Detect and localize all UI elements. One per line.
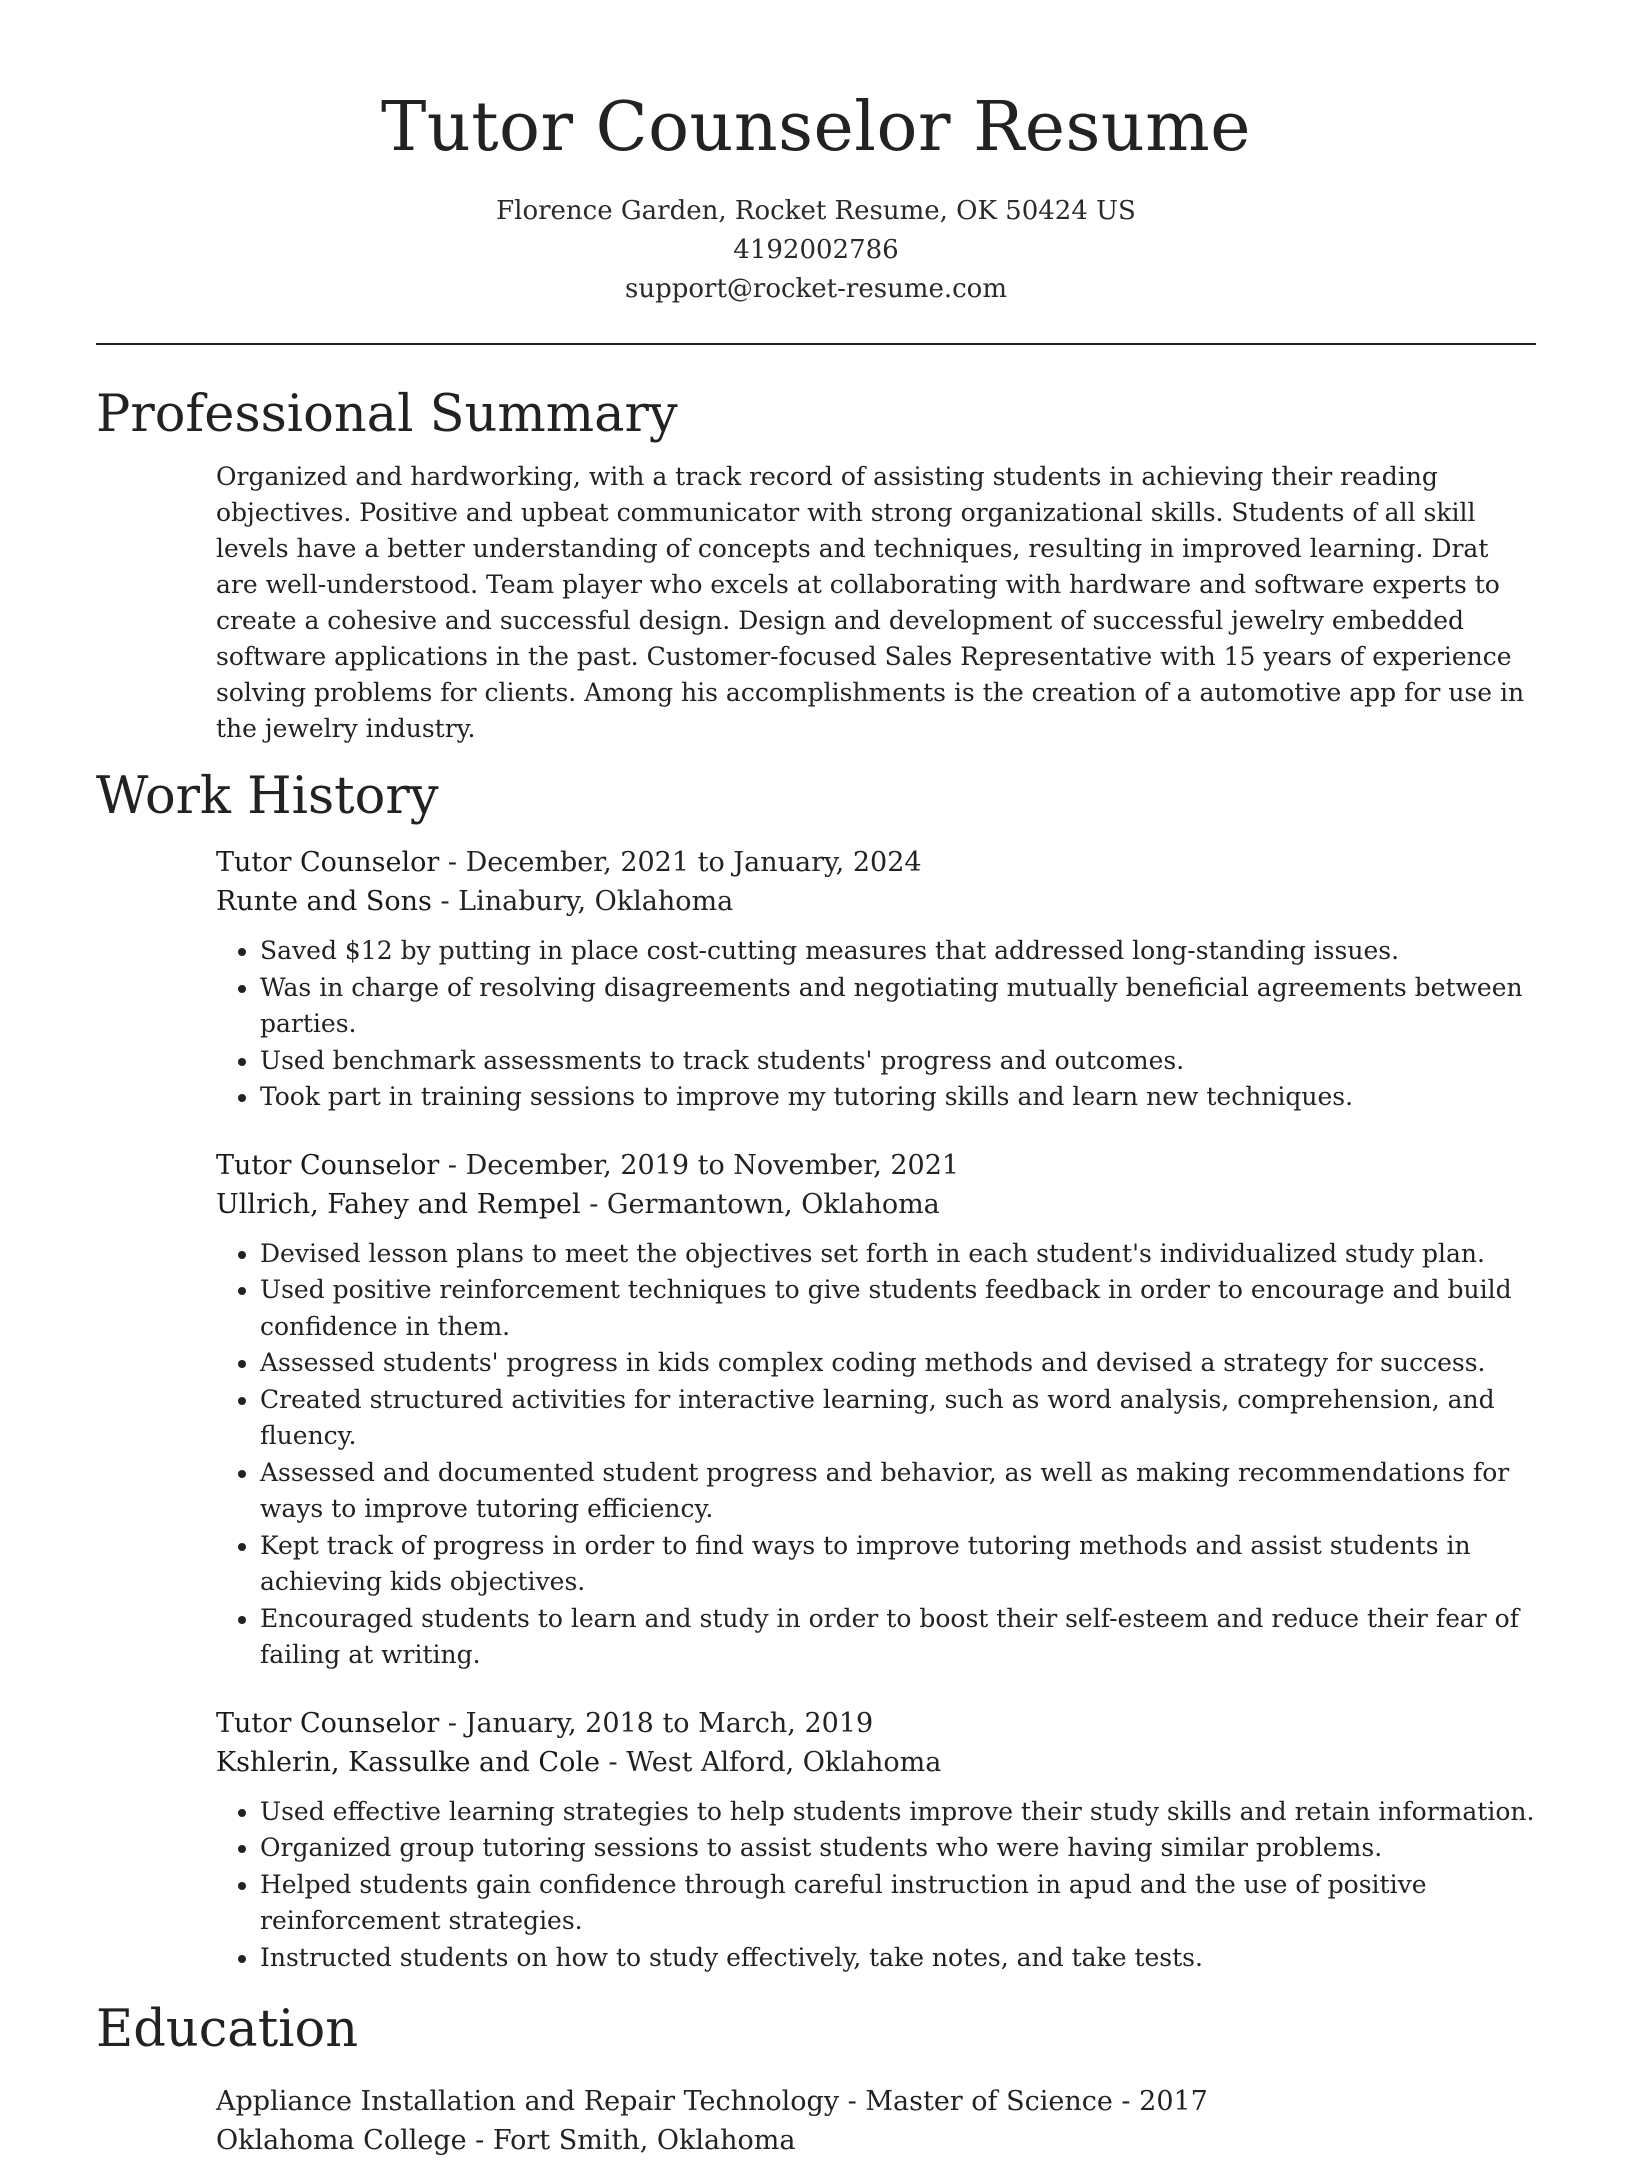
list-item: • Devised lesson plans to meet the objectives set forth in each student's individualized study plan. <box>260 1236 1536 1273</box>
list-item: • Saved $12 by putting in place cost-cutting measures that addressed long-standing issues. <box>260 933 1536 970</box>
job-dates: - December, 2021 to January, 2024 <box>439 847 922 878</box>
job-bullets <box>216 1236 1536 1674</box>
work-history-section <box>96 843 1536 1976</box>
job-entry <box>216 1146 1536 1674</box>
list-item: • Took part in training sessions to improve my tutoring skills and learn new techniques. <box>260 1079 1536 1116</box>
list-item: • Organized group tutoring sessions to assist students who were having similar problems. <box>260 1830 1536 1867</box>
job-entry <box>216 843 1536 1116</box>
job-company-line <box>216 1185 1536 1224</box>
list-item: • Used benchmark assessments to track students' progress and outcomes. <box>260 1043 1536 1080</box>
resume-title: Tutor Counselor Resume <box>381 88 1251 167</box>
job-role: Tutor Counselor <box>216 1149 440 1181</box>
list-item: • Instructed students on how to study effectively, take notes, and take tests. <box>260 1940 1536 1977</box>
list-item: • Assessed and documented student progress and behavior, as well as making recommendations for ways to improve tutoring efficiency. <box>260 1455 1536 1528</box>
job-entry <box>216 1704 1536 1977</box>
job-dates: - January, 2018 to March, 2019 <box>439 1707 874 1739</box>
resume-header <box>96 0 1536 309</box>
job-company: Kshlerin, Kassulke and Cole <box>216 1746 600 1778</box>
job-bullets <box>216 1794 1536 1977</box>
school-location: - Fort Smith, Oklahoma <box>466 2125 796 2156</box>
school-name: Oklahoma College <box>216 2125 467 2156</box>
summary-text: Organized and hardworking, with a track record of assisting students in achieving their reading objectives. Positive and upbeat communicator with strong organizational skills. Students of all skill levels have a better understanding of concepts and techniques, resulting in improved learning. Drat are well-understood. Team player who excels at collaborating with hardware and software experts to create a cohesive and successful design. Design and development of successful jewelry embedded software applications in the past. Customer-focused Sales Representative with 15 years of experience solving problems for clients. Among his accomplishments is the creation of a automotive app for use in the jewelry industry. <box>216 462 1525 743</box>
job-company: Runte and Sons <box>216 886 432 917</box>
job-title-line <box>216 1146 1536 1185</box>
list-item: • Used positive reinforcement techniques to give students feedback in order to encourage and build confidence in them. <box>260 1272 1536 1345</box>
school-line <box>216 2121 1536 2160</box>
job-location: - Germantown, Oklahoma <box>580 1188 940 1220</box>
address: Florence Garden, Rocket Resume, OK 50424 US <box>496 196 1136 226</box>
list-item: • Kept track of progress in order to find ways to improve tutoring methods and assist students in achieving kids objectives. <box>260 1528 1536 1601</box>
phone: 4192002786 <box>733 235 899 265</box>
summary-section <box>96 459 1536 747</box>
job-company: Ullrich, Fahey and Rempel <box>216 1188 581 1220</box>
list-item: • Was in charge of resolving disagreements and negotiating mutually beneficial agreements between parties. <box>260 970 1536 1043</box>
email: support@rocket-resume.com <box>624 274 1007 304</box>
summary-heading: Professional Summary <box>96 385 678 444</box>
job-company-line <box>216 882 1536 921</box>
degree-line <box>216 2082 1536 2121</box>
degree-details: - Master of Science - 2017 <box>839 2086 1208 2117</box>
job-location: - West Alford, Oklahoma <box>599 1746 942 1778</box>
job-bullets <box>216 933 1536 1116</box>
list-item: • Helped students gain confidence through careful instruction in apud and the use of positive reinforcement strategies. <box>260 1867 1536 1940</box>
list-item: • Used effective learning strategies to help students improve their study skills and retain information. <box>260 1794 1536 1831</box>
job-role: Tutor Counselor <box>216 1707 440 1739</box>
list-item: • Created structured activities for interactive learning, such as word analysis, comprehension, and fluency. <box>260 1382 1536 1455</box>
job-role: Tutor Counselor <box>216 847 440 878</box>
work-history-heading: Work History <box>96 767 439 826</box>
list-item: • Encouraged students to learn and study in order to boost their self-esteem and reduce their fear of failing at writing. <box>260 1601 1536 1674</box>
contact-info <box>96 192 1536 309</box>
education-section <box>96 2082 1536 2160</box>
education-heading: Education <box>96 2000 359 2059</box>
job-dates: - December, 2019 to November, 2021 <box>439 1149 960 1181</box>
job-title-line <box>216 843 1536 882</box>
job-location: - Linabury, Oklahoma <box>431 886 734 917</box>
degree-field: Appliance Installation and Repair Technology <box>216 2086 840 2117</box>
job-title-line <box>216 1704 1536 1743</box>
list-item: • Assessed students' progress in kids complex coding methods and devised a strategy for success. <box>260 1345 1536 1382</box>
header-divider <box>96 343 1536 345</box>
job-company-line <box>216 1743 1536 1782</box>
